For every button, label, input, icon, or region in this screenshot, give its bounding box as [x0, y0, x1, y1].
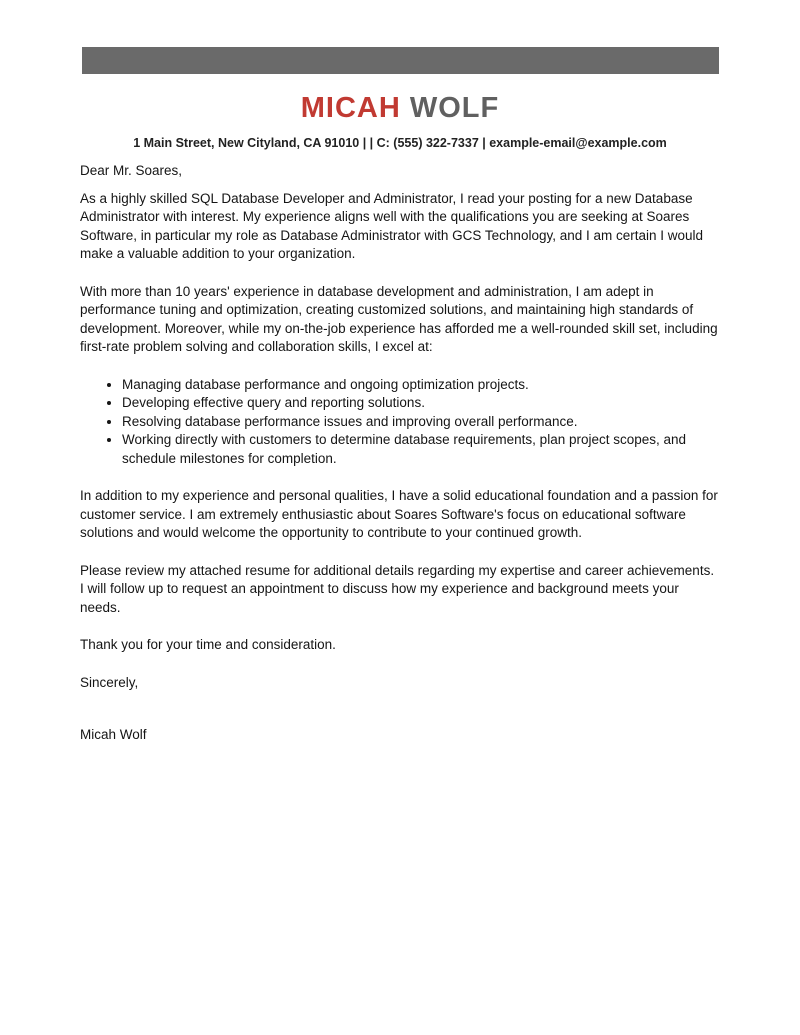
signature: Micah Wolf [80, 727, 147, 742]
bullet-item: • Developing effective query and reporting solutions. [122, 394, 721, 413]
paragraph-intro: As a highly skilled SQL Database Developer and Administrator, I read your posting for a new Database Administrator with interest. My experience aligns well with the qualifications you are seeking at Soares Software, in particular my role as Database Administrator with GCS Technology, and I am certain I would make a valuable addition to your organization. [80, 190, 704, 261]
name-space [401, 92, 410, 124]
salutation: Dear Mr. Soares, [80, 163, 183, 178]
paragraph-resume: Please review my attached resume for additional details regarding my expertise and career achievements. I will follow up to request an appointment to discuss how my experience and background meets your needs. [80, 562, 715, 615]
header-bar [82, 47, 719, 74]
bullet-item: • Working directly with customers to determine database requirements, plan project scopes, and schedule milestones for completion. [122, 431, 721, 468]
contact-line: 1 Main Street, New Cityland, CA 91010 | | C: (555) 322-7337 | example-email@example.com [133, 136, 667, 150]
letter-body [80, 162, 721, 745]
bullet-list [80, 376, 721, 469]
paragraph-education: In addition to my experience and personal qualities, I have a solid educational foundation and a passion for customer service. I am extremely enthusiastic about Soares Software's focus on educational software solutions and would welcome the opportunity to contribute to your continued growth. [80, 488, 718, 540]
bullet-item: • Resolving database performance issues and improving overall performance. [122, 413, 721, 432]
bullet-item: • Managing database performance and ongoing optimization projects. [122, 376, 721, 395]
paragraph-experience: With more than 10 years' experience in database development and administration, I am adept in performance tuning and optimization, creating customized solutions, and maintaining high standards of development. Moreover, while my on-the-job experience has afforded me a well-rounded skill set, including first-rate problem solving and collaboration skills, I excel at: [80, 283, 718, 354]
last-name: WOLF [409, 92, 500, 124]
paragraph-thanks: Thank you for your time and consideration. [80, 637, 336, 652]
page-title [0, 90, 800, 126]
sign-off: Sincerely, [80, 674, 139, 690]
first-name: MICAH [300, 92, 401, 124]
